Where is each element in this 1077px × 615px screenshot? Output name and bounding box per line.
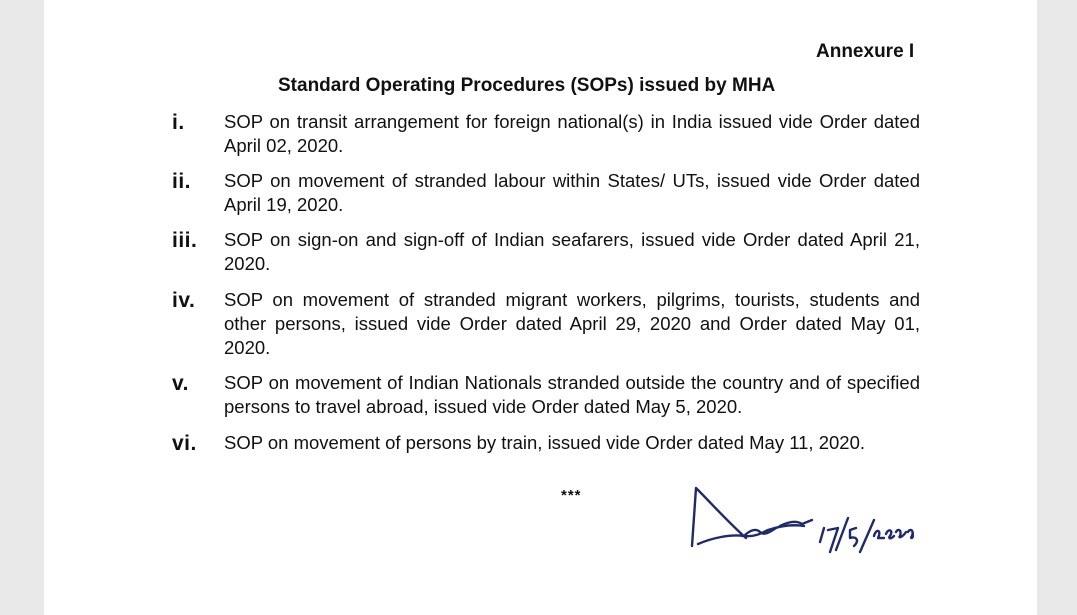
list-item-text: SOP on movement of stranded labour within States/ UTs, issued vide Order dated April 19, 2020. bbox=[224, 170, 920, 215]
list-item-text: SOP on movement of Indian Nationals stranded outside the country and of specified persons to travel abroad, issued vide Order dated May 5, 2020. bbox=[224, 372, 920, 417]
list-item-text: SOP on sign-on and sign-off of Indian seafarers, issued vide Order dated April 21, 2020. bbox=[224, 229, 920, 274]
list-item-text: SOP on movement of stranded migrant workers, pilgrims, tourists, students and other persons, issued vide Order dated April 29, 2020 and Order dated May 01, 2020. bbox=[224, 289, 920, 358]
list-item-text: SOP on transit arrangement for foreign national(s) in India issued vide Order dated April 02, 2020. bbox=[224, 111, 920, 156]
list-item-numeral: v. bbox=[172, 372, 189, 395]
document-page bbox=[44, 0, 1037, 615]
list-item-numeral: iii. bbox=[172, 229, 198, 252]
list-item-numeral: vi. bbox=[172, 432, 197, 455]
document-title: Standard Operating Procedures (SOPs) issued by MHA bbox=[278, 75, 776, 96]
list-item-numeral: ii. bbox=[172, 170, 192, 193]
list-item-numeral: iv. bbox=[172, 289, 196, 312]
list-item-text: SOP on movement of persons by train, issued vide Order dated May 11, 2020. bbox=[224, 432, 865, 453]
annexure-label: Annexure I bbox=[816, 41, 915, 62]
handwritten-signature bbox=[684, 480, 914, 570]
list-item-numeral: i. bbox=[172, 111, 185, 134]
end-separator: *** bbox=[561, 487, 582, 504]
